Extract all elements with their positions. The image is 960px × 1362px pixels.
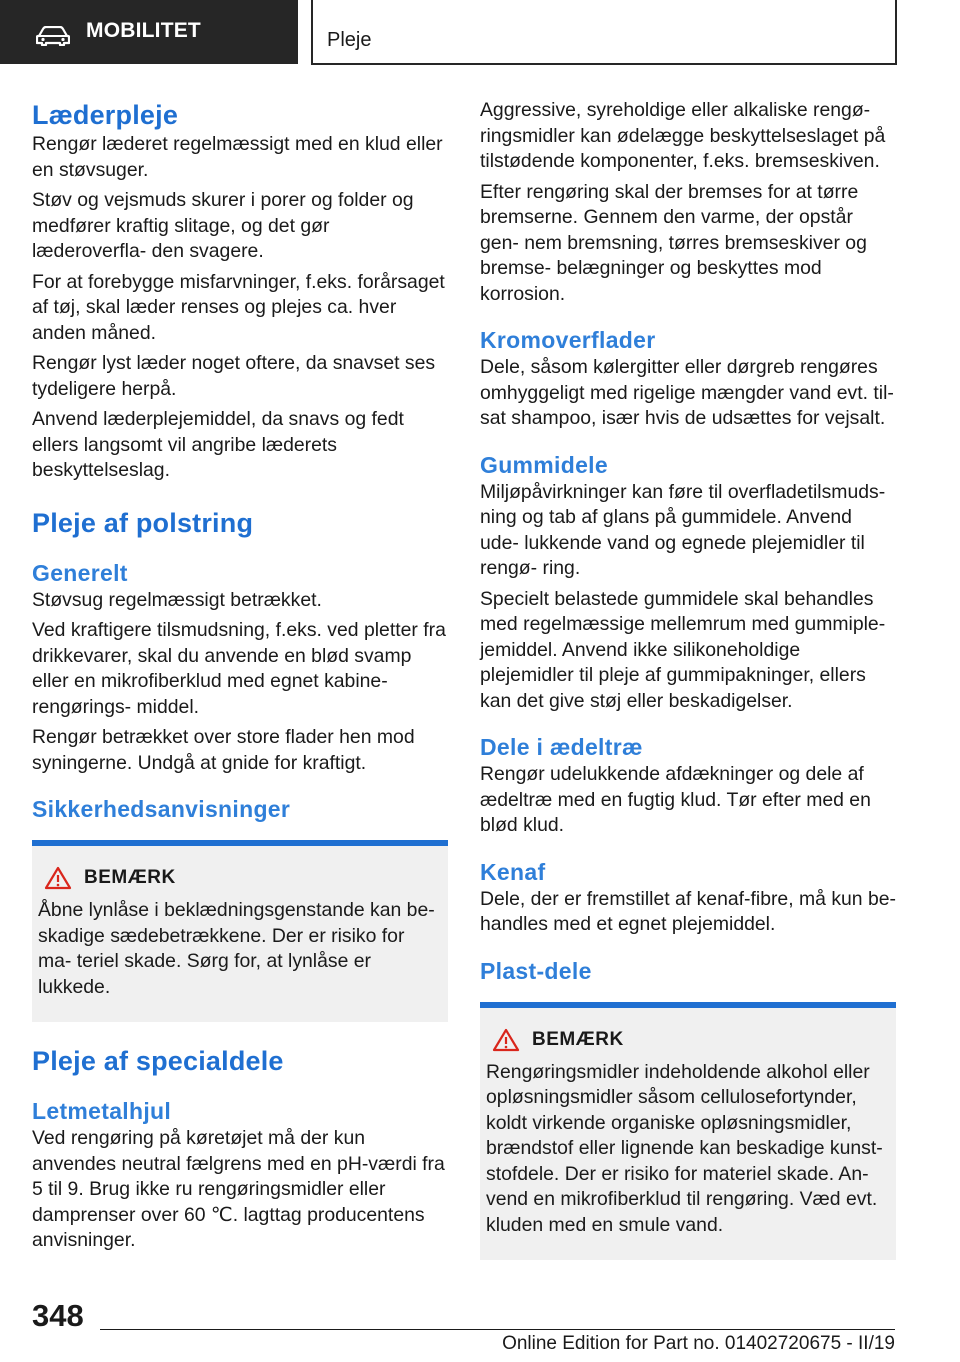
heading-kromoverflader: Kromoverflader: [480, 327, 656, 353]
page-header: [311, 0, 897, 65]
left-column: [32, 98, 448, 1254]
notice-text: Åbne lynlåse i beklædningsgenstande kan be‐ skadige sædebetrækkene. Der er risiko for ma‐ teriel skade. Sørg for, at lynlåse er lukkede.: [38, 899, 435, 998]
paragraph: Dele, såsom kølergitter eller dørgreb rengøres omhyggeligt med rigelige mængder vand evt. til‐ sat shampoo, især hvis de udsættes for vejsalt.: [480, 356, 894, 429]
heading-gummidele: Gummidele: [480, 451, 608, 478]
heading-pleje-af-polstring: Pleje af polstring: [32, 507, 254, 538]
paragraph: Rengør udelukkende afdækninger og dele af ædeltræ med en fugtig klud. Tør efter med en blød klud.: [480, 763, 871, 836]
heading-generelt: Generelt: [32, 559, 128, 586]
heading-sikkerhedsanvisninger: Sikkerhedsanvisninger: [32, 796, 291, 822]
paragraph: Rengør lyst læder noget oftere, da snavset ses tydeligere herpå.: [32, 352, 436, 400]
footer-rule: [100, 1329, 895, 1330]
heading-pleje-af-specialdele: Pleje af specialdele: [32, 1046, 284, 1076]
paragraph: Aggressive, syreholdige eller alkaliske rengø‐ ringsmidler kan ødelægge beskyttelseslaget på tilstødende komponenter, f.eks. bremseskiven.: [480, 99, 886, 172]
heading-kenaf: Kenaf: [480, 858, 546, 885]
paragraph: Støvsug regelmæssigt betrækket.: [32, 588, 322, 611]
page-number: 348: [32, 1298, 84, 1333]
heading-dele-i-aedeltrae: Dele i ædeltræ: [480, 734, 643, 760]
notice-box: [32, 846, 448, 1022]
section-header-tab: [0, 0, 298, 64]
paragraph: Dele, der er fremstillet af kenaf-fibre, må kun be‐ handles med et egnet plejemiddel.: [480, 887, 896, 935]
paragraph: Rengør læderet regelmæssigt med en klud eller en støvsuger.: [32, 133, 443, 181]
paragraph: Efter rengøring skal der bremses for at tørre bremserne. Gennem den varme, der opstår gen‐ nem bremsning, tørres bremseskiver og bremse‐ belægninger og beskyttes mod korrosion.: [480, 180, 867, 305]
edition-note: Online Edition for Part no. 01402720675 - II/19: [502, 1333, 895, 1354]
notice-text: Rengøringsmidler indeholdende alkohol eller opløsningsmidler såsom cellulosefortynder, koldt virkende organiske opløsningsmidler, brændstof eller lignende kan beskadige kunst‐ stofdele. Der er risiko for materiel skade. An‐ vend en mikrofiberklud til rengøring. Væd evt. kluden med en smule vand.: [486, 1060, 883, 1236]
paragraph: Ved rengøring på køretøjet må der kun anvendes neutral fælgrens med en pH-værdi fra 5 til 9. Brug ikke ru rengøringsmidler eller damprenser over 60 ℃. lagttag producentens anvisninger.: [32, 1127, 445, 1251]
warning-icon: [44, 866, 72, 890]
paragraph: Støv og vejsmuds skurer i porer og folder og medfører kraftig slitage, og det gør læderoverfla‐ den svagere.: [32, 189, 414, 262]
notice-title: BEMÆRK: [84, 867, 176, 888]
heading-plast-dele: Plast-dele: [480, 957, 592, 984]
paragraph: Rengør betrækket over store flader hen mod syningerne. Undgå at gnide for kraftigt.: [32, 726, 415, 774]
car-icon: [36, 26, 70, 46]
notice-title: BEMÆRK: [532, 1028, 624, 1050]
page-title: Pleje: [327, 29, 372, 51]
heading-letmetalhjul: Letmetalhjul: [32, 1098, 172, 1124]
paragraph: Anvend læderplejemiddel, da snavs og fedt ellers langsomt vil angribe læderets beskyttelseslag.: [32, 408, 404, 481]
right-column: [480, 98, 896, 1260]
paragraph: Specielt belastede gummidele skal behandles med regelmæssige mellemrum med gummiple‐ jemiddel. Anvend ikke silikoneholdige plejemidler til pleje af gummipakninger, ellers kan det give støj eller beskadigelser.: [480, 587, 886, 712]
warning-icon: [492, 1028, 520, 1052]
paragraph: For at forebygge misfarvninger, f.eks. forårsaget af tøj, skal læder renses og plejes ca. hver anden måned.: [32, 270, 445, 344]
paragraph: Miljøpåvirkninger kan føre til overfladetilsmuds‐ ning og tab af glans på gummidele. Anvend ude‐ lukkende vand og egnede plejemidler til rengø‐ ring.: [480, 480, 886, 579]
paragraph: Ved kraftigere tilsmudsning, f.eks. ved pletter fra drikkevarer, skal du anvende en blød svamp eller en mikrofiberklud med egnet kabine-rengørings‐ middel.: [32, 619, 446, 718]
notice-box: [480, 1008, 896, 1261]
heading-laederpleje: Læderpleje: [32, 100, 179, 130]
section-title: MOBILITET: [86, 19, 201, 42]
